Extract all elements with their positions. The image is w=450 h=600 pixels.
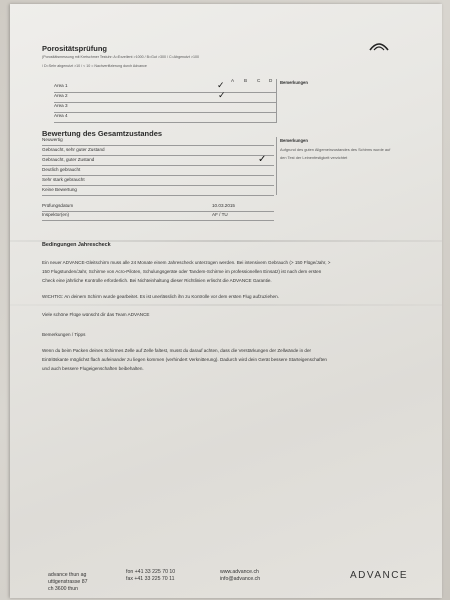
date-label: Prüfungsdatum [42,203,74,208]
condition-option-5: Sehr stark gebraucht [42,177,85,182]
footer-city: ch 3600 thun [48,585,78,592]
date-value: 10.03.2015 [212,203,235,208]
condition-remarks-line-1: Aufgrund des guten Allgemeinzustandes des Schirms wurde auf [280,147,391,152]
porosity-subtitle-2: / D=Sehr abgenutzt >10 / < 10 = Nachverifizierung durch Advance [42,64,147,68]
annual-check-line-1: Ein neuer ADVANCE-Gleitschirm muss alle 24 Monate einem Jahrescheck unterzogen werden. Bei intensivem Gebrauch (> 150 Flüge/Jahr, > [42,260,331,265]
col-header-d: D [269,78,273,83]
checkmark-area-1-b: ✓ [217,81,225,91]
checkmark-area-2-b: ✓ [218,91,226,101]
footer-email[interactable]: info@advance.ch [220,575,261,582]
footer-phone: fon +41 33 225 70 10 [126,569,176,575]
condition-option-1: Neuwertig [42,137,63,142]
annual-check-title: Bedingungen Jahrescheck [42,242,111,248]
checkmark-condition-good: ✓ [258,154,267,165]
porosity-subtitle-1: (Porositätsmessung mit Kretschmer Testuhr: A=Exzellent >1000 / B=Gut >300 / C=Abgenutzt >100 [42,55,199,59]
footer-company: advance thun ag [48,572,87,578]
advance-logo-icon [368,40,390,52]
annual-check-line-3: Check eine jährliche Kontrolle erforderlich. Bei Nichteinhaltung dieser Richtlinien erlischt die ADVANCE Garantie. [42,278,272,283]
footer-street: uttigenstrasse 87 [48,578,88,585]
footer-website[interactable]: www.advance.ch [220,569,259,575]
tips-line-1: Wenn du beim Packen deines Schirmes Zelle auf Zelle faltest, musst du darauf achten, dass die Verstärkungen der Zellwände in der [42,348,312,353]
condition-title: Bewertung des Gesamtzustandes [42,129,163,138]
col-header-a: A [231,78,235,83]
inspector-value: AF / TU [212,212,228,217]
tips-title: Bemerkungen / Tipps [42,332,86,337]
advance-wordmark: ADVANCE [350,570,409,581]
condition-option-2: Gebraucht, sehr guter Zustand [42,147,105,152]
area-4-label: Area 4 [54,113,68,118]
footer-web [220,569,260,583]
condition-remarks-label: Bemerkungen [280,138,308,143]
tips-line-3: und auch bessere Flugeigenschaften beibehalten. [42,366,144,371]
condition-option-3: Gebraucht, guter Zustand [42,157,95,162]
porosity-title: Porositätsprüfung [42,44,107,53]
annual-check-warning: WICHTIG: An deinem Schirm wurde gearbeitet. Es ist unerlässlich ihn zu Kontrolle vor dem ersten Flug aufzuziehen. [42,294,279,299]
inspector-label: Inspektor(en) [42,212,70,217]
area-2-label: Area 2 [54,93,68,98]
condition-option-4: Deutlich gebraucht [42,167,81,172]
condition-option-6: Keine Bewertung [42,187,77,192]
footer-address [48,572,88,592]
footer-fax: fax +41 33 225 70 11 [126,575,175,582]
document-page [10,4,442,598]
porosity-remarks-label: Bemerkungen [280,80,308,85]
annual-check-wishes: Viele schöne Flüge wünscht dir das Team ADVANCE [42,312,150,317]
annual-check-line-2: 150 Flugstunden/Jahr, Schirme von Acro-Piloten, Schulungsgeräte oder Tandem-Schirme im professionellen Einsatz) ist nach dem ersten [42,269,322,274]
col-header-c: C [257,78,261,83]
area-3-label: Area 3 [54,103,68,108]
condition-remarks-line-2: den Test der Leinenfestigkeit verzichtet [280,155,348,160]
footer-contact [126,569,175,583]
col-header-b: B [244,78,248,83]
tips-line-2: Eintrittskante möglichst flach aufeinander zu liegen kommen (verhindert Verknitterung). Dadurch wird dein Gerät bessere Starteigenschaften [42,357,327,362]
area-1-label: Area 1 [54,83,68,88]
